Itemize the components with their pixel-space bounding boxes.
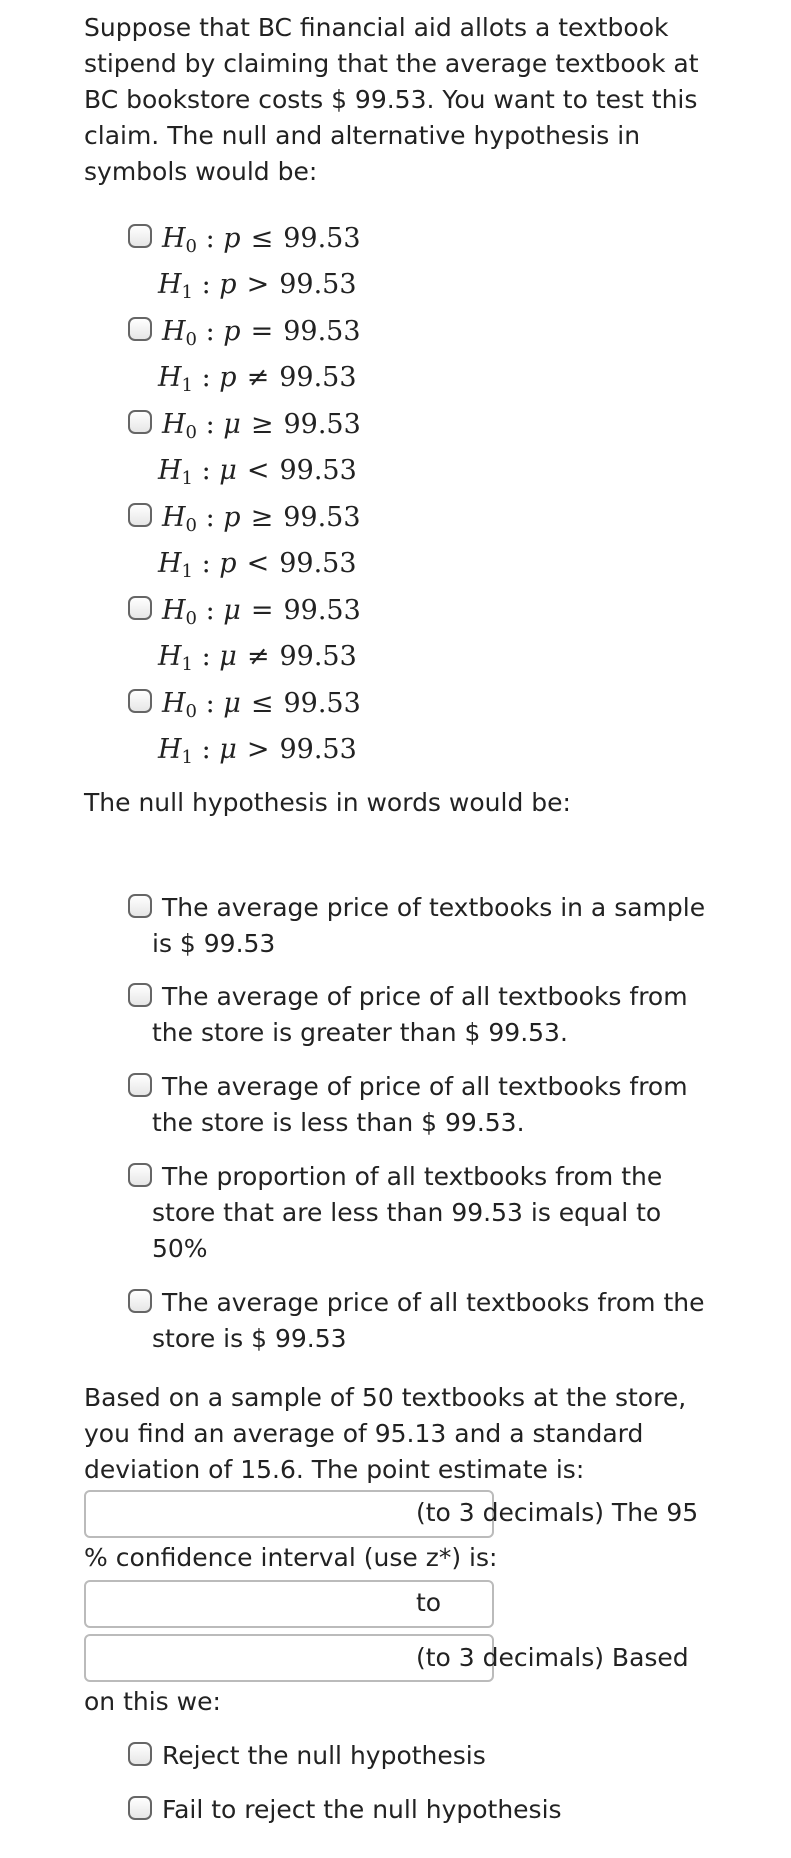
ci-upper-suffix: (to 3 decimals) Based bbox=[416, 1643, 689, 1672]
point-estimate-suffix: (to 3 decimals) The 95 bbox=[416, 1498, 699, 1527]
words-prompt: The null hypothesis in words would be: bbox=[84, 788, 571, 817]
option-text: The average price of all textbooks from the store is $ 99.53 bbox=[152, 1288, 705, 1353]
hypothesis-option-4[interactable] bbox=[128, 499, 708, 591]
checkbox[interactable] bbox=[128, 317, 152, 341]
word-option-5[interactable] bbox=[128, 1285, 708, 1357]
option-text: The average of price of all textbooks from the store is greater than $ 99.53. bbox=[152, 982, 688, 1047]
hypothesis-math: $H_0$ : μ ≤ 99.53 $H_1$ : μ > 99.53 bbox=[158, 688, 361, 768]
hypothesis-option-1[interactable] bbox=[128, 220, 708, 312]
word-option-1[interactable] bbox=[128, 890, 708, 962]
word-option-2[interactable] bbox=[128, 979, 708, 1051]
checkbox[interactable] bbox=[128, 689, 152, 713]
checkbox[interactable] bbox=[128, 596, 152, 620]
hypothesis-option-2[interactable] bbox=[128, 313, 708, 405]
hypothesis-option-6[interactable] bbox=[128, 685, 708, 777]
intro-line: BC bookstore costs $ 99.53. You want to test this bbox=[84, 85, 698, 114]
sample-line: Based on a sample of 50 textbooks at the store, bbox=[84, 1383, 687, 1412]
intro-line: stipend by claiming that the average textbook at bbox=[84, 49, 699, 78]
ci-lower-suffix: to bbox=[416, 1588, 442, 1617]
hypothesis-math: $H_0$ : p ≥ 99.53 $H_1$ : p < 99.53 bbox=[158, 502, 361, 582]
decision-option-reject[interactable] bbox=[128, 1738, 708, 1774]
checkbox[interactable] bbox=[128, 224, 152, 248]
checkbox[interactable] bbox=[128, 1073, 152, 1097]
word-option-3[interactable] bbox=[128, 1069, 708, 1141]
checkbox[interactable] bbox=[128, 1289, 152, 1313]
option-text: Fail to reject the null hypothesis bbox=[162, 1795, 562, 1824]
intro-line: Suppose that BC financial aid allots a textbook bbox=[84, 13, 669, 42]
checkbox[interactable] bbox=[128, 410, 152, 434]
intro-line: claim. The null and alternative hypothesis in bbox=[84, 121, 641, 150]
checkbox[interactable] bbox=[128, 1163, 152, 1187]
hypothesis-math: $H_0$ : p ≤ 99.53 $H_1$ : p > 99.53 bbox=[158, 223, 361, 303]
checkbox[interactable] bbox=[128, 1742, 152, 1766]
checkbox[interactable] bbox=[128, 983, 152, 1007]
checkbox[interactable] bbox=[128, 503, 152, 527]
hypothesis-math: $H_0$ : μ = 99.53 $H_1$ : μ ≠ 99.53 bbox=[158, 595, 361, 675]
ci-prompt: % confidence interval (use z*) is: bbox=[84, 1543, 498, 1572]
hypothesis-option-3[interactable] bbox=[128, 406, 708, 498]
intro-line: symbols would be: bbox=[84, 157, 318, 186]
option-text: Reject the null hypothesis bbox=[162, 1741, 486, 1770]
checkbox[interactable] bbox=[128, 894, 152, 918]
sample-description bbox=[84, 1380, 704, 1488]
word-option-4[interactable] bbox=[128, 1159, 708, 1267]
option-text: The average of price of all textbooks from the store is less than $ 99.53. bbox=[152, 1072, 688, 1137]
option-text: The average price of textbooks in a sample is $ 99.53 bbox=[152, 893, 706, 958]
sample-line: deviation of 15.6. The point estimate is: bbox=[84, 1455, 585, 1484]
decision-prompt: on this we: bbox=[84, 1687, 221, 1716]
sample-line: you find an average of 95.13 and a standard bbox=[84, 1419, 644, 1448]
hypothesis-math: $H_0$ : p = 99.53 $H_1$ : p ≠ 99.53 bbox=[158, 316, 361, 396]
checkbox[interactable] bbox=[128, 1796, 152, 1820]
decision-option-fail-to-reject[interactable] bbox=[128, 1792, 708, 1828]
question-intro bbox=[84, 10, 704, 190]
option-text: The proportion of all textbooks from the store that are less than 99.53 is equal to 50% bbox=[152, 1162, 663, 1263]
hypothesis-math: $H_0$ : μ ≥ 99.53 $H_1$ : μ < 99.53 bbox=[158, 409, 361, 489]
hypothesis-option-5[interactable] bbox=[128, 592, 708, 684]
